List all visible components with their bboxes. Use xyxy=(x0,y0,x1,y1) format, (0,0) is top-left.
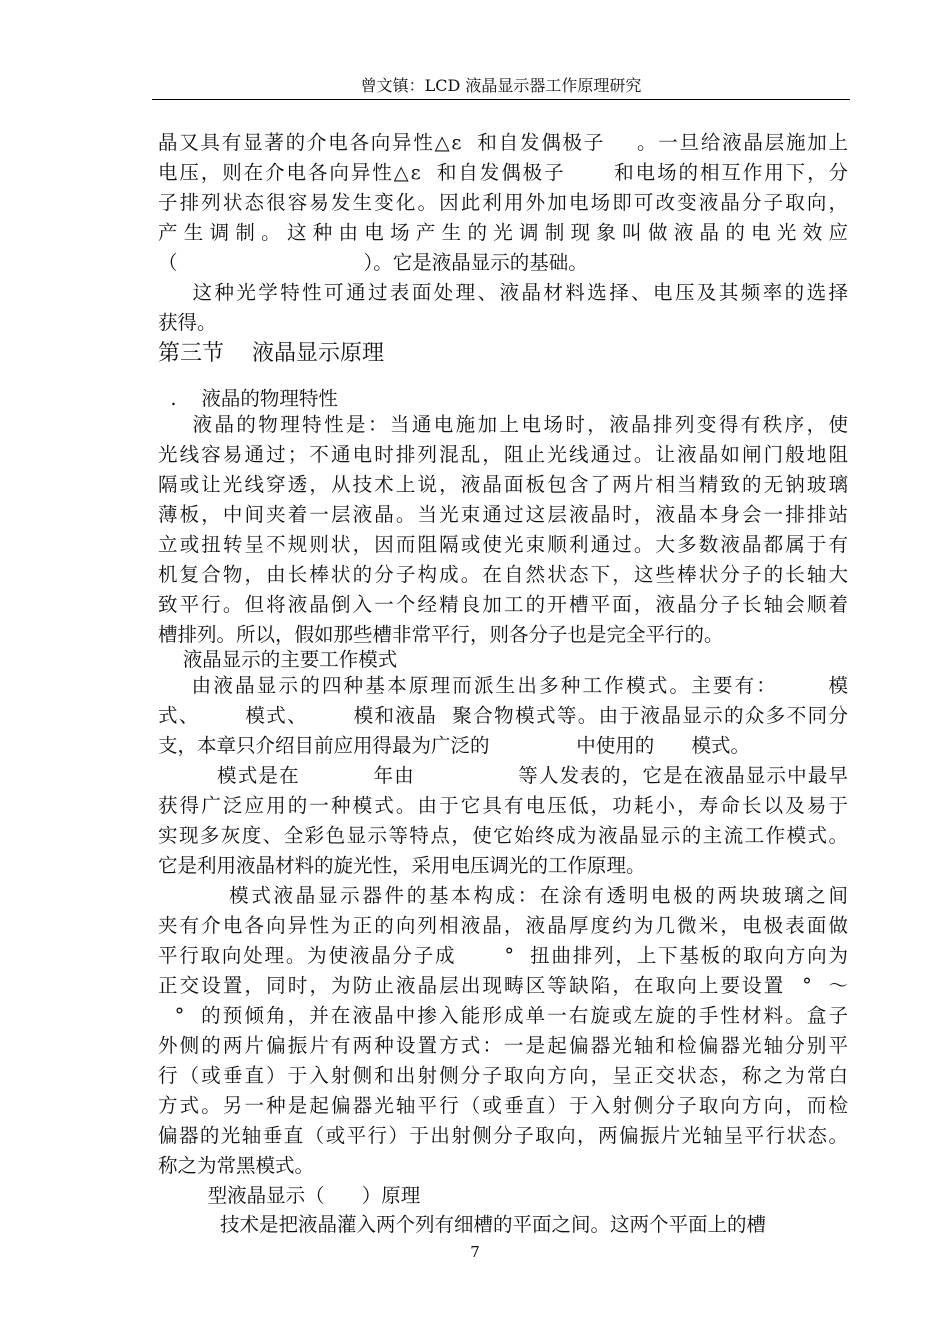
body-line: ° 的预倾角，并在液晶中掺入能形成单一右旋或左旋的手性材料。盒子 xyxy=(158,1004,848,1027)
body-line: 由液晶显示的四种基本原理而派生出多种工作模式。主要有： 模 xyxy=(158,674,848,697)
body-line: 液晶的物理特性是：当通电施加上电场时，液晶排列变得有秩序，使 xyxy=(158,413,848,436)
body-line: 行（或垂直）于入射侧和出射侧分子取向方向，呈正交状态，称之为常白 xyxy=(158,1064,848,1087)
body-line: （ ）。它是液晶显示的基础。 xyxy=(158,251,588,274)
body-line: 实现多灰度、全彩色显示等特点，使它始终成为液晶显示的主流工作模式。 xyxy=(158,824,848,847)
page-number: 7 xyxy=(470,1243,480,1261)
body-line: 产生调制。这种由电场产生的光调制现象叫做液晶的电光效应 xyxy=(158,221,848,244)
body-line: 薄板，中间夹着一层液晶。当光束通过这层液晶时，液晶本身会一排排站 xyxy=(158,503,848,526)
header-rule xyxy=(152,99,850,100)
body-line: 获得。 xyxy=(158,311,217,334)
body-line: 平行取向处理。为使液晶分子成 ° 扭曲排列，上下基板的取向方向为 xyxy=(158,944,848,967)
body-line: 光线容易通过；不通电时排列混乱，阻止光线通过。让液晶如闸门般地阻 xyxy=(158,443,848,466)
body-line: 立或扭转呈不规则状，因而阻隔或使光束顺利通过。大多数液晶都属于有 xyxy=(158,533,848,556)
body-line: 模式液晶显示器件的基本构成：在涂有透明电极的两块玻璃之间 xyxy=(158,884,848,907)
body-line: 外侧的两片偏振片有两种设置方式：一是起偏器光轴和检偏器光轴分别平 xyxy=(158,1034,848,1057)
body-line: 致平行。但将液晶倒入一个经精良加工的开槽平面，液晶分子长轴会顺着 xyxy=(158,593,848,616)
section-heading: 第三节 液晶显示原理 xyxy=(158,341,384,366)
body-line: 技术是把液晶灌入两个列有细槽的平面之间。这两个平面上的槽 xyxy=(158,1213,766,1236)
body-line: 正交设置，同时，为防止液晶层出现畴区等缺陷，在取向上要设置 ° ～ xyxy=(158,974,848,997)
body-line: 它是利用液晶材料的旋光性，采用电压调光的工作原理。 xyxy=(158,854,646,877)
body-line: 电压，则在介电各向异性△ε 和自发偶极子 和电场的相互作用下，分 xyxy=(158,161,848,184)
body-line: 方式。另一种是起偏器光轴平行（或垂直）于入射侧分子取向方向，而检 xyxy=(158,1094,848,1117)
body-line: 机复合物，由长棒状的分子构成。在自然状态下，这些棒状分子的长轴大 xyxy=(158,563,848,586)
body-line: 称之为常黑模式。 xyxy=(158,1154,315,1177)
body-line: 支，本章只介绍目前应用得最为广泛的 中使用的 模式。 xyxy=(158,734,750,757)
body-line: 获得广泛应用的一种模式。由于它具有电压低，功耗小，寿命长以及易于 xyxy=(158,794,848,817)
body-line: 式、 模式、 模和液晶 聚合物模式等。由于液晶显示的众多不同分 xyxy=(158,704,848,727)
subsection-heading: 型液晶显示（ ）原理 xyxy=(158,1184,421,1207)
body-line: 夹有介电各向异性为正的向列相液晶，液晶厚度约为几微米，电极表面做 xyxy=(158,914,848,937)
subsection-heading: . 液晶的物理特性 xyxy=(158,387,338,410)
body-line: 偏器的光轴垂直（或平行）于出射侧分子取向，两偏振片光轴呈平行状态。 xyxy=(158,1124,848,1147)
body-line: 子排列状态很容易发生变化。因此利用外加电场即可改变液晶分子取向， xyxy=(158,191,848,214)
body-line: 这种光学特性可通过表面处理、液晶材料选择、电压及其频率的选择 xyxy=(158,281,848,304)
subsection-heading: 液晶显示的主要工作模式 xyxy=(158,648,398,671)
body-line: 模式是在 年由 等人发表的，它是在液晶显示中最早 xyxy=(158,764,848,787)
body-line: 隔或让光线穿透，从技术上说，液晶面板包含了两片相当精致的无钠玻璃 xyxy=(158,473,848,496)
body-line: 晶又具有显著的介电各向异性△ε 和自发偶极子 。一旦给液晶层施加上 xyxy=(158,131,848,154)
body-line: 槽排列。所以，假如那些槽非常平行，则各分子也是完全平行的。 xyxy=(158,623,724,646)
running-header: 曾文镇：LCD 液晶显示器工作原理研究 xyxy=(360,76,642,95)
